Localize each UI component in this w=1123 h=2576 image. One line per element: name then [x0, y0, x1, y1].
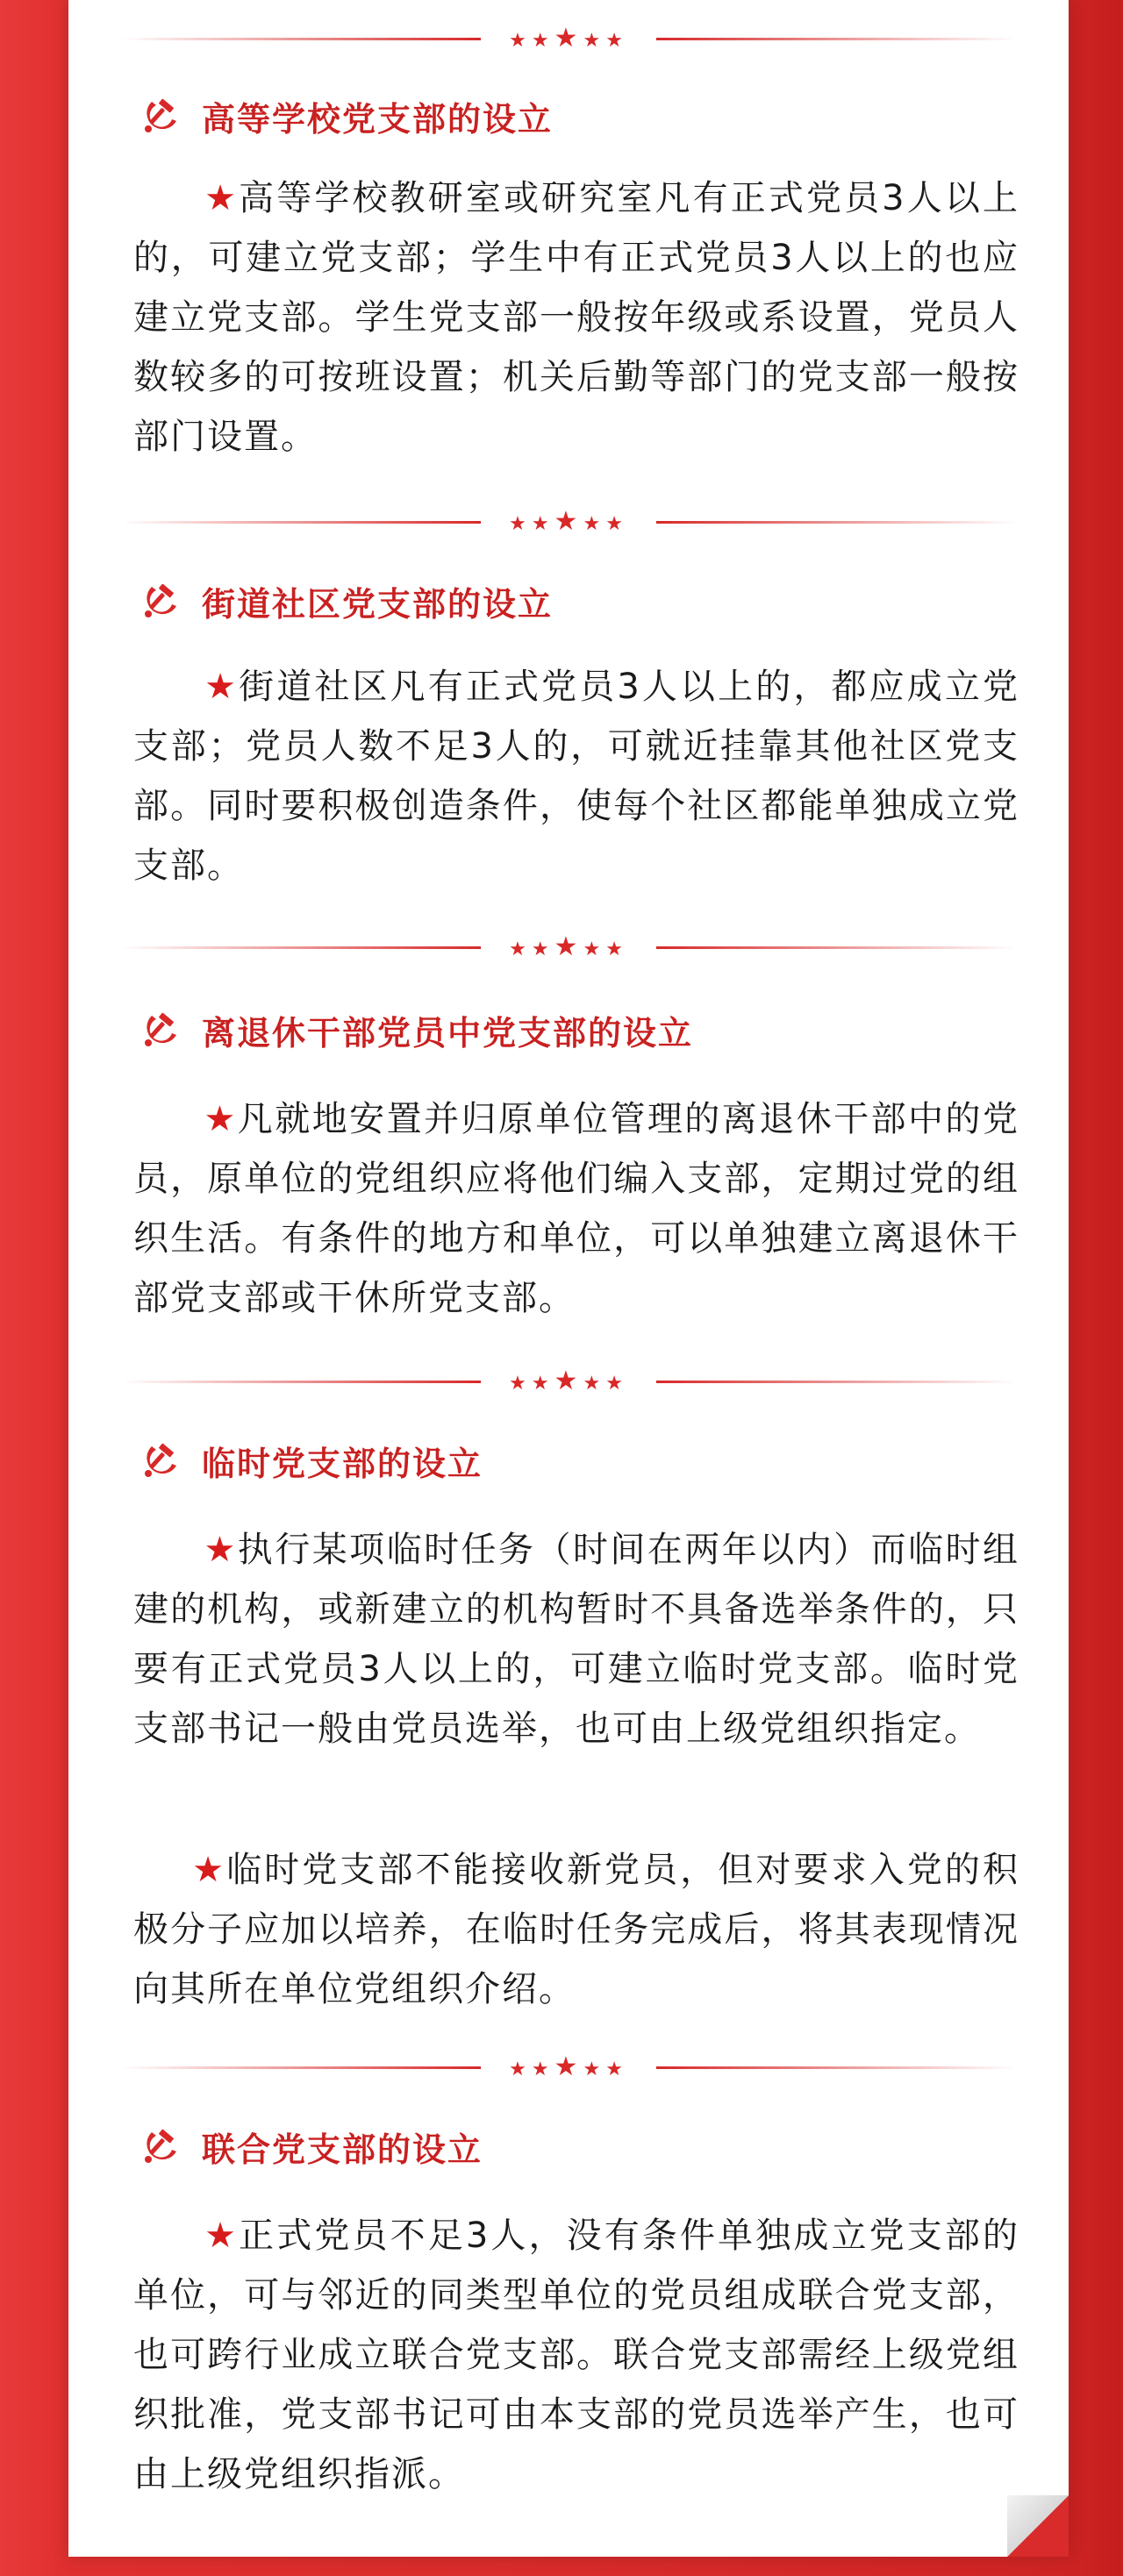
star-icon: ★ [509, 2059, 532, 2080]
star-icon: ★ [531, 30, 554, 52]
divider-line-right [656, 2066, 1016, 2069]
hammer-sickle-icon [139, 1008, 182, 1052]
paragraph-text: 执行某项临时任务（时间在两年以内）而临时组建的机构，或新建立的机构暂时不具备选举条件的，只要有正式党员3人以上的，可建立临时党支部。临时党支部书记一般由党员选举，也可由上级党组织指定。 [133, 1530, 1019, 1749]
paragraph-text: 街道社区凡有正式党员3人以上的，都应成立党支部；党员人数不足3人的，可就近挂靠其他社区党支部。同时要积极创造条件，使每个社区都能单独成立党支部。 [133, 667, 1020, 886]
star-divider [121, 504, 1016, 539]
star-icon: ★ [509, 1373, 532, 1395]
section-title [139, 91, 553, 140]
hammer-sickle-icon [139, 94, 182, 138]
section-heading: 临时党支部的设立 [202, 1444, 483, 1483]
hammer-sickle-icon [139, 579, 182, 623]
star-divider [121, 21, 1016, 56]
star-icon: ★ [605, 1373, 628, 1395]
star-icon: ★ [554, 1366, 583, 1396]
star-icon: ★ [605, 2059, 628, 2080]
star-icon: ★ [531, 513, 554, 535]
star-icon: ★ [531, 938, 554, 960]
divider-line-right [656, 38, 1016, 40]
star-icon: ★ [204, 1530, 238, 1570]
star-icon: ★ [605, 938, 628, 960]
section-paragraph [133, 1840, 1019, 2024]
star-icon: ★ [531, 2059, 554, 2080]
star-icon: ★ [583, 513, 606, 535]
star-icon: ★ [605, 30, 628, 52]
star-icon: ★ [204, 667, 240, 707]
star-icon: ★ [583, 2059, 606, 2080]
star-icon: ★ [554, 506, 583, 537]
section-paragraph [133, 168, 1019, 467]
paragraph-text: 凡就地安置并归原单位管理的离退休干部中的党员，原单位的党组织应将他们编入支部，定期过党的组织生活。有条件的地方和单位，可以单独建立离退休干部党支部或干休所党支部。 [133, 1099, 1019, 1318]
star-icon: ★ [191, 1850, 227, 1890]
hammer-sickle-icon [139, 2124, 182, 2168]
paragraph-text: 正式党员不足3人，没有条件单独成立党支部的单位，可与邻近的同类型单位的党员组成联合党支部，也可跨行业成立联合党支部。联合党支部需经上级党组织批准，党支部书记可由本支部的党员选举产生，也可由上级党组织指派。 [133, 2216, 1020, 2494]
star-icon: ★ [605, 513, 628, 535]
section-heading: 联合党支部的设立 [202, 2130, 483, 2169]
star-icon: ★ [583, 1373, 606, 1395]
star-icon: ★ [531, 1373, 554, 1395]
section-title [139, 1005, 693, 1054]
divider-line-right [656, 1381, 1016, 1383]
section-paragraph [133, 1520, 1019, 1827]
star-divider [121, 2050, 1016, 2085]
page-curl-shade [1007, 2495, 1069, 2557]
section-paragraph [133, 657, 1019, 903]
star-icon: ★ [509, 513, 532, 535]
section-title [139, 2122, 483, 2171]
section-title [139, 576, 553, 625]
star-divider [121, 930, 1016, 965]
section-paragraph [133, 1089, 1019, 1335]
section-heading: 离退休干部党员中党支部的设立 [202, 1013, 694, 1053]
star-icon: ★ [204, 1099, 238, 1139]
section-paragraph [133, 2206, 1019, 2513]
star-icon: ★ [554, 23, 583, 54]
paragraph-text: 高等学校教研室或研究室凡有正式党员3人以上的，可建立党支部；学生中有正式党员3人以上的也应建立党支部。学生党支部一般按年级或系设置，党员人数较多的可按班设置；机关后勤等部门的党支部一般按部门设置。 [133, 178, 1020, 457]
star-icon: ★ [554, 931, 583, 962]
divider-line-right [656, 946, 1016, 949]
section-heading: 高等学校党支部的设立 [202, 99, 554, 139]
star-icon: ★ [204, 2216, 240, 2256]
star-icon: ★ [583, 30, 606, 52]
star-icon: ★ [554, 2052, 583, 2082]
section-title [139, 1436, 483, 1485]
section-heading: 街道社区党支部的设立 [202, 584, 554, 624]
hammer-sickle-icon [139, 1438, 182, 1482]
content-sheet [68, 0, 1069, 2557]
star-divider [121, 1364, 1016, 1399]
divider-line-right [656, 521, 1016, 524]
star-icon: ★ [509, 938, 532, 960]
paragraph-text: 临时党支部不能接收新党员，但对要求入党的积极分子应加以培养，在临时任务完成后，将其表现情况向其所在单位党组织介绍。 [133, 1850, 1020, 2009]
star-icon: ★ [583, 938, 606, 960]
star-icon: ★ [204, 178, 240, 218]
star-icon: ★ [509, 30, 532, 52]
